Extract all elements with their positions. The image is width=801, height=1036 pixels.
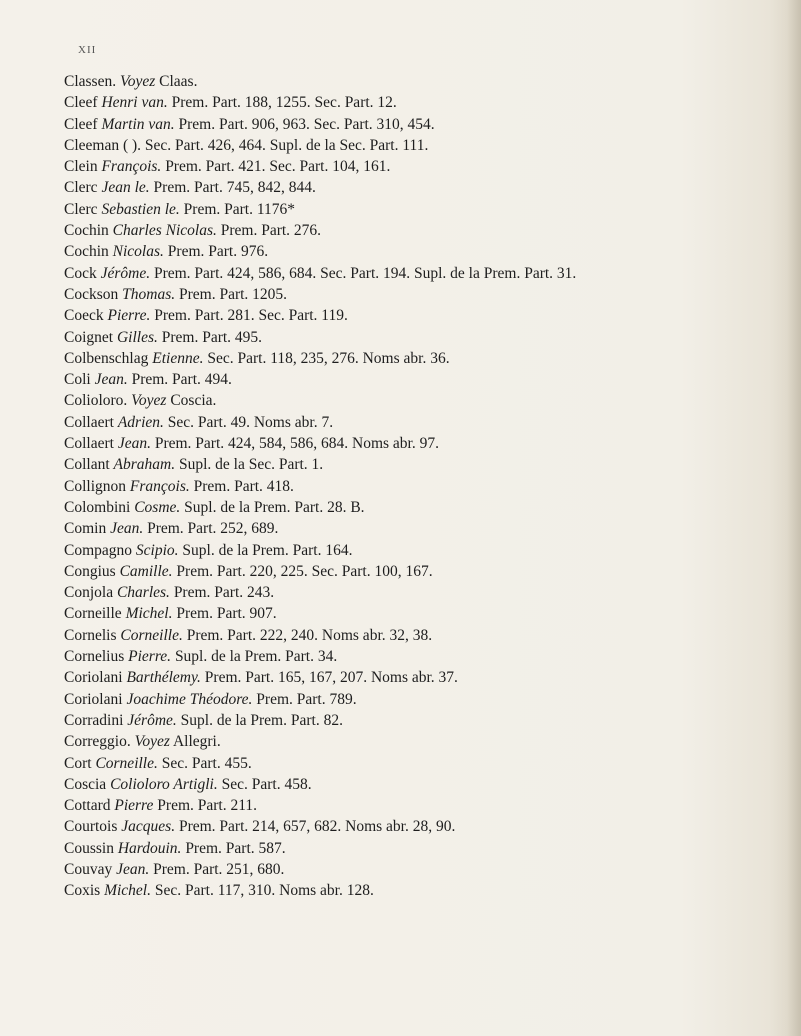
entry-given-name: Corneille. [95,754,158,772]
entry-surname: Cockson [64,285,119,303]
entry-references: Prem. Part. 220, 225. Sec. Part. 100, 167. [176,562,433,580]
index-entry [64,369,789,390]
entry-given-name: Henri van. [101,94,168,112]
entry-given-name: Michel. [125,605,173,623]
entry-surname: Colioloro. [64,392,128,410]
entry-surname: Clerc [64,179,98,197]
index-entry [64,710,789,731]
entry-surname: Collaert [64,435,114,453]
entry-surname: Classen. [64,73,117,90]
entry-surname: Coussin [64,839,114,857]
entry-references: Prem. Part. 1176* [183,200,296,218]
entry-given-name: Jean. [110,520,144,538]
index-entry [64,731,789,752]
entry-given-name: Thomas. [122,285,176,303]
index-entry [64,603,789,624]
entry-surname: Collant [64,456,110,474]
entry-given-name: Jean. [94,371,128,389]
entry-given-name: Jacques. [121,818,176,836]
entry-surname: Cochin [64,243,109,261]
entry-surname: Coeck [64,307,104,325]
index-entry [64,540,789,561]
entry-surname: Congius [64,562,116,580]
index-entry [64,114,789,135]
entry-given-name: Hardouin. [117,839,182,857]
entry-surname: Cornelius [64,648,125,666]
entry-surname: Corneille [64,605,122,623]
entry-references: Coscia. [170,392,217,410]
entry-references: ). Sec. Part. 426, 464. Supl. de la Sec. Part. 111. [132,136,429,154]
entry-given-name: Pierre. [107,307,151,325]
entry-surname: Clerc [64,200,98,218]
entry-surname: Cleef [64,94,98,112]
index-entry [64,518,789,539]
entry-surname: Coriolani [64,690,123,708]
entry-references: Prem. Part. 907. [176,605,277,623]
entry-surname: Cleef [64,115,98,133]
entry-references: Prem. Part. 421. Sec. Part. 104, 161. [165,158,391,176]
entry-given-name: Jean le. [101,179,150,197]
index-entry [64,795,789,816]
entry-given-name: François. [101,158,162,176]
entry-references: Prem. Part. 251, 680. [153,860,285,878]
entry-references: Prem. Part. 418. [193,477,294,495]
entry-surname: Cort [64,754,92,772]
entry-surname: Cornelis [64,626,117,644]
entry-references: Prem. Part. 1205. [178,285,288,303]
entry-references: Prem. Part. 252, 689. [147,520,279,538]
index-entry [64,263,789,284]
entry-references: Prem. Part. 281. Sec. Part. 119. [154,307,348,325]
index-entry [64,880,789,901]
entry-surname: Collignon [64,477,127,495]
entry-surname: Cottard [64,797,111,815]
entry-references: Prem. Part. 276. [220,222,322,240]
entry-given-name: Barthélemy. [126,669,201,687]
entry-surname: Cleeman ( [64,136,129,154]
index-entry [64,667,789,688]
entry-given-name: Nicolas. [112,243,164,261]
entry-given-name: Abraham. [113,456,176,474]
index-entry [64,412,789,433]
index-entry [64,156,789,177]
entry-references: Prem. Part. 222, 240. Noms abr. 32, 38. [186,626,433,644]
entry-surname: Correggio. [64,733,131,751]
index-entry [64,838,789,859]
entry-references: Allegri. [172,733,221,751]
entry-given-name: Martin van. [101,115,175,133]
entry-surname: Clein [64,158,98,176]
index-entry [64,177,789,198]
entry-given-name: Pierre. [128,648,172,666]
entry-references: Prem. Part. 165, 167, 207. Noms abr. 37. [204,669,458,687]
entry-surname: Collaert [64,413,114,431]
entry-surname: Conjola [64,584,114,602]
entry-surname: Colbenschlag [64,349,149,367]
index-entry [64,199,789,220]
entry-surname: Colombini [64,498,131,516]
entry-references: Claas. [159,73,198,90]
index-entry [64,220,789,241]
entry-given-name: Scipio. [135,541,179,559]
index-entry [64,774,789,795]
entry-given-name: Voyez [119,73,156,90]
entry-surname: Coli [64,371,91,389]
index-entry [64,390,789,411]
entry-surname: Couvay [64,860,113,878]
entry-references: Prem. Part. 789. [256,690,357,708]
entry-given-name: Voyez [131,392,167,410]
entry-given-name: Michel. [104,882,151,900]
entry-references: Sec. Part. 117, 310. Noms abr. 128. [154,882,374,900]
index-entry-list [64,71,789,902]
entry-references: Prem. Part. 188, 1255. Sec. Part. 12. [171,94,397,112]
entry-references: Prem. Part. 745, 842, 844. [153,179,316,197]
index-entry [64,454,789,475]
index-entry [64,92,789,113]
entry-references: Supl. de la Prem. Part. 82. [180,711,343,729]
entry-surname: Courtois [64,818,118,836]
entry-given-name: Jean. [117,435,151,453]
entry-references: Sec. Part. 458. [221,775,312,793]
entry-references: Prem. Part. 494. [131,371,232,389]
entry-given-name: Pierre [114,797,154,815]
entry-surname: Cochin [64,222,109,240]
entry-given-name: Sebastien le. [101,200,180,218]
index-entry [64,753,789,774]
entry-given-name: Colioloro Artigli. [110,775,218,793]
entry-surname: Coignet [64,328,114,346]
entry-surname: Cock [64,264,97,282]
index-entry [64,476,789,497]
index-entry [64,327,789,348]
entry-references: Prem. Part. 214, 657, 682. Noms abr. 28, 90. [178,818,456,836]
entry-references: Prem. Part. 424, 584, 586, 684. Noms abr. 97. [154,435,439,453]
index-entry [64,816,789,837]
entry-references: Prem. Part. 976. [167,243,269,261]
index-entry [64,582,789,603]
entry-surname: Compagno [64,541,133,559]
entry-surname: Comin [64,520,107,538]
index-entry [64,561,789,582]
entry-surname: Coscia [64,775,107,793]
entry-references: Sec. Part. 118, 235, 276. Noms abr. 36. [207,349,450,367]
index-entry [64,859,789,880]
index-entry [64,689,789,710]
entry-surname: Coxis [64,882,101,900]
entry-references: Supl. de la Prem. Part. 164. [182,541,353,559]
entry-references: Sec. Part. 49. Noms abr. 7. [167,413,334,431]
entry-given-name: Camille. [119,562,173,580]
entry-given-name: Gilles. [116,328,158,346]
entry-given-name: Jean. [116,860,150,878]
entry-given-name: Charles Nicolas. [112,222,217,240]
entry-references: Prem. Part. 243. [173,584,275,602]
entry-references: Prem. Part. 211. [157,797,258,815]
index-entry [64,284,789,305]
entry-given-name: Jérôme. [100,264,151,282]
index-entry [64,348,789,369]
entry-given-name: Adrien. [117,413,164,431]
index-entry [64,305,789,326]
entry-references: Prem. Part. 495. [161,328,263,346]
entry-references: Sec. Part. 455. [161,754,252,772]
index-entry [64,241,789,262]
entry-given-name: Etienne. [152,349,204,367]
entry-surname: Coriolani [64,669,123,687]
entry-given-name: Voyez [134,733,170,751]
index-entry [64,71,789,92]
entry-references: Prem. Part. 906, 963. Sec. Part. 310, 454. [178,115,435,133]
entry-references: Supl. de la Prem. Part. 28. B. [184,498,365,516]
index-entry [64,497,789,518]
entry-given-name: Charles. [116,584,170,602]
entry-references: Prem. Part. 587. [185,839,286,857]
entry-given-name: François. [129,477,190,495]
page-number: XII [78,44,97,56]
entry-given-name: Jérôme. [127,711,177,729]
index-entry [64,646,789,667]
index-entry [64,135,789,156]
entry-given-name: Corneille. [120,626,183,644]
entry-references: Prem. Part. 424, 586, 684. Sec. Part. 194. Supl. de la Prem. Part. 31. [153,264,577,282]
entry-given-name: Cosme. [134,498,181,516]
entry-given-name: Joachime Théodore. [126,690,253,708]
entry-references: Supl. de la Prem. Part. 34. [174,648,338,666]
index-entry [64,433,789,454]
entry-surname: Corradini [64,711,124,729]
page-edge-shadow [787,0,801,1036]
index-entry [64,625,789,646]
entry-references: Supl. de la Sec. Part. 1. [178,456,324,474]
